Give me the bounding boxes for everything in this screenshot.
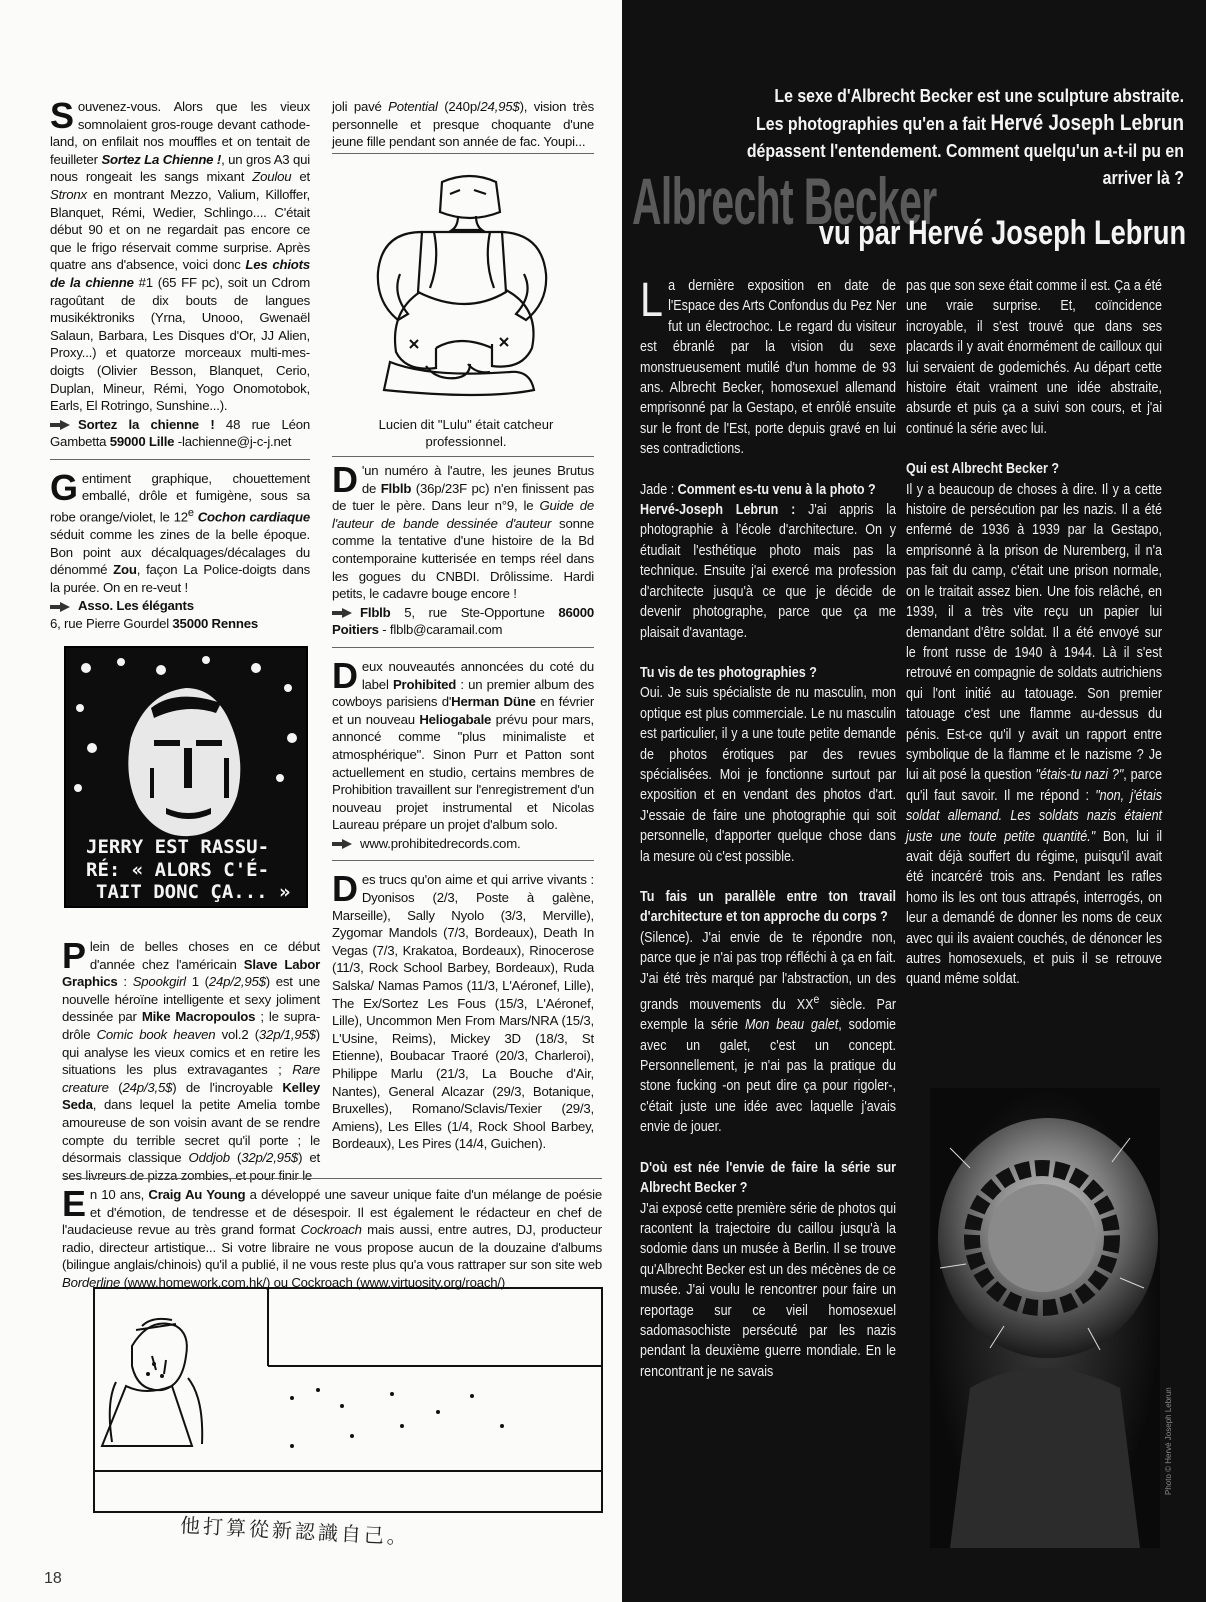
article-subtitle: vu par Hervé Joseph Lebrun bbox=[818, 214, 1186, 252]
divider bbox=[332, 647, 594, 648]
lulu-illustration bbox=[350, 162, 570, 412]
article-intro: Le sexe d'Albrecht Becker est une sculpture abstraite. Les photographies qu'en a fait Hervé Joseph Lebrun dépassent l'entendement. Comment quelqu'un a-t-il pu en arriver là ? bbox=[746, 85, 1184, 188]
paragraph: pas que son sexe était comme il est. Ça a été une vraie surprise. Et, coïncidence incroyable, il s'est trouvé que dans ses placards il y avait énormément de cailloux qui lui servaient de godemichés. Au départ cette histoire était vraiment une idée abstraite, absurde et puis ça a suivi son cours, et j'ai continué la série avec lui. bbox=[906, 278, 1163, 437]
drop-cap: G bbox=[50, 466, 78, 508]
interview-column-1 bbox=[640, 276, 896, 1402]
answer: J'ai exposé cette première série de photos qui racontent la trajectoire du caillou jusqu'à la sodomie dans un musée à Berlin. Il se trouve qu'Albrecht Becker est un des mécènes de ce musée. J'ai voulu le rencontrer pour faire un reportage sur ce vieil homosexuel sadomasochiste persécuté par les nazis pendant la deuxième guerre mondiale. En le rencontrant je ne savais bbox=[640, 1200, 897, 1380]
column-b bbox=[332, 98, 594, 157]
divider bbox=[332, 860, 594, 861]
lead-paragraph: La dernière exposition en date de l'Espace des Arts Confondus du Pez Ner fut un électrochoc. Le regard du visiteur est ébranlé par la vision du sexe monstrueusement mutilé d'un homme de 93 ans. Albrecht Becker, homosexuel allemand emprisonné par la Gestapo, et enrôlé ensuite sur le front de l'Est, porte depuis gravé en lui ses contradictions. bbox=[640, 274, 897, 458]
address: Flblb 5, rue Ste-Opportune 86000 Poitiers - flblb@caramail.com bbox=[332, 604, 594, 638]
jerry-caption-line3: TAIT DONC ÇA... » bbox=[96, 881, 291, 903]
answer: Oui. Je suis spécialiste de nu masculin, mon optique est plus commerciale. Le nu masculin est particulier, il y a une toute petite demande de photos érotiques par des revues spécialisées. Moi je fonctionne surtout par exposition et en vendant des photos d'art. J'essaie de faire une photographie qui soit personnelle, d'apporter quelque chose dans la mesure où c'est possible. bbox=[640, 685, 897, 865]
jerry-drawing bbox=[66, 648, 306, 906]
drop-cap: P bbox=[62, 935, 86, 976]
drop-cap: E bbox=[62, 1183, 86, 1224]
question: Qui est Albrecht Becker ? bbox=[906, 461, 1059, 478]
column-a-lower bbox=[62, 935, 321, 1190]
comic-strip bbox=[92, 1286, 604, 1516]
arrow-icon bbox=[50, 420, 72, 430]
article-cochon-cardiaque: Gentiment graphique, chouettement emballé, drôle et fumigène, sous sa robe orange/violet, le 12e Cochon cardiaque séduit comme les zines de la belle époque. Bon point aux décalquages/décalages du dénommé Zou, façon La Police-doigts dans la purée. On en re-veut ! Asso. Les élégants 6, rue Pierre Gourdel 35000 Rennes bbox=[50, 466, 310, 632]
drop-cap: D bbox=[332, 459, 358, 500]
article-craig-au-young: En 10 ans, Craig Au Young a développé une saveur unique faite d'un mélange de poésie et d'émotion, de tendresse et de désespoir. Il est également le rédacteur en chef de l'audacieuse revue au très grand format Cockroach mais aussi, entre autres, DJ, producteur radio, directeur artistique... Si votre libraire ne vous propose aucun de la douzaine d'albums (bilingue anglais/chinois) qu'il a publié, il ne vous reste plus qu'a vous rattraper sur son site web Borderline (www.homework.com.hk/) ou Cockroach (www.virtuosity.org/roach/) bbox=[62, 1183, 602, 1290]
lulu-caption: Lucien dit "Lulu" était catcheur professionnel. bbox=[378, 417, 554, 449]
address: Sortez la chienne ! 48 rue Léon Gambetta 59000 Lille -lachienne@j-c-j.net bbox=[50, 416, 310, 450]
comic-drawing bbox=[92, 1286, 604, 1516]
article-potential: joli pavé Potential (240p/24,95$), vision très personnelle et presque choquante d'une jeune fille pendant son année de fac. Youpi... bbox=[332, 99, 594, 150]
question: Tu fais un parallèle entre ton travail d'architecture et ton approche du corps ? bbox=[640, 888, 897, 926]
jerry-illustration bbox=[64, 646, 308, 908]
divider bbox=[50, 459, 310, 460]
question: D'où est née l'envie de faire la série sur Albrecht Becker ? bbox=[640, 1159, 897, 1197]
arrow-icon bbox=[50, 602, 72, 612]
column-a bbox=[50, 95, 311, 639]
article-sortez-la-chienne: Souvenez-vous. Alors que les vieux somnolaient gros-rouge devant cathode-land, on enfilait nos mouffles et on tentait de feuilleter Sortez La Chienne !, un gros A3 qui nous rongeait les sangs mixant Zoulou et Stronx en montrant Mezzo, Valium, Killoffer, Blanquet, Rémi, Wedier, Schlingo.... C'était début 90 et on ne regardait pas encore ce que le frigo réservait comme surprise. Après quatre ans d'absence, voici donc Les chiots de la chienne #1 (65 FF pc), soit un Cdrom ragoûtant de dix bouts de langues musikéktroniks (Yrna, Unooo, Gwenaël Salaun, Barbara, Les Disques d'Or, JJ Alien, Proxy...) et quatorze morceaux multi-mes-doigts (Olivier Besson, Blanquet, Cerio, Duplan, Mineur, Rémi, Yogo Onomotobok, Earls, El Rotringo, Sunshine...). Sortez la chienne ! 48 rue Léon Gambetta 59000 Lille -lachienne@j-c-j.net bbox=[50, 95, 311, 450]
lulu-drawing bbox=[350, 162, 570, 412]
photo-credit: Photo © Hervé Joseph Lebrun bbox=[1164, 1387, 1173, 1495]
jerry-caption-line1: JERRY EST RASSU- bbox=[86, 836, 270, 858]
article-slave-labor: Plein de belles choses en ce début d'année chez l'américain Slave Labor Graphics : Spookgirl 1 (24p/2,95$) est une nouvelle héroïne intelligente et sexy joliment dessinée par Mike Macropoulos ; le supra-drôle Comic book heaven vol.2 (32p/1,95$) qui analyse les vieux comics et en retire les situations les plus extravagantes ; Rare creature (24p/3,5$) de l'incroyable Kelley Seda, dans lequel la petite Amelia tombe amoureuse de son voisin avant de se rendre compte du terrible secret qu'il porte ; le désormais classique Oddjob (32p/2,95$) et ses livreurs de pizza zombies, et pour finir le bbox=[62, 935, 321, 1183]
column-b-lower bbox=[332, 459, 595, 1159]
address: Asso. Les élégants bbox=[50, 597, 310, 615]
divider bbox=[332, 153, 594, 154]
drop-cap: D bbox=[332, 654, 358, 696]
arrow-icon bbox=[332, 839, 354, 849]
answer: Hervé-Joseph Lebrun : J'ai appris la photographie à l'école d'architecture. On y étudiait l'esthétique photo mais pas la technique. Ensuite j'ai exercé ma profession d'architecte jusqu'à ce que je décide de devenir photographe, parce que ça me plaisait d'avantage. bbox=[640, 502, 897, 641]
divider bbox=[62, 1178, 602, 1179]
address: www.prohibitedrecords.com. bbox=[332, 835, 594, 853]
comic-caption: 他打算從新認識自己。 bbox=[179, 1513, 411, 1550]
photograph-image bbox=[930, 1088, 1160, 1548]
article-title: Albrecht Becker bbox=[632, 164, 937, 238]
address-line: 6, rue Pierre Gourdel 35000 Rennes bbox=[50, 616, 258, 632]
page-number: 18 bbox=[44, 1570, 62, 1587]
article-concerts: Des trucs qu'on aime et qui arrive vivants : Dyonisos (2/3, Poste à galène, Marseille), Sally Nyolo (3/3, Merville), Zygomar Mandols (7/3, Bordeaux), Death In Vegas (7/3, Krakatoa, Bordeaux), Rinocerose (11/3, Rock School Barbey, Bordeaux), Ruda Salska/ Namas Pamos (11/3, L'Aéronef, Lille), The Ex/Sortez Les Fous (15/3, L'Aéronef, Lille), Uncommon Men From Mars/NRA (15/3, L'Usine, Reims), Mickey 3D (18/3, St Etienne), Boubacar Traoré (20/3, Charleroi), Philippe Marlu (21/3, La Bouche d'Air, Nantes), General Alcazar (29/3, Botanique, Bruxelles), Romano/Sclavis/Texier (29/3, Amiens), Les Elles (1/4, Rock Shool Barbey, Bordeaux), Les Pires (14/4, Guichen). bbox=[332, 868, 594, 1152]
divider bbox=[332, 456, 594, 457]
question: Tu vis de tes photographies ? bbox=[640, 664, 817, 681]
drop-cap: S bbox=[50, 95, 74, 136]
jerry-caption-line2: RÉ: « ALORS C'É- bbox=[86, 859, 270, 881]
photograph bbox=[930, 1088, 1160, 1548]
drop-cap: L bbox=[640, 274, 663, 327]
article-prohibited: Deux nouveautés annoncées du coté du label Prohibited : un premier album des cowboys parisiens d'Herman Düne en février et un nouveau Heliogabale prévu pour mars, annoncé comme "plus minimaliste et atmosphérique". Sinon Purr et Patton sont actuellement en studio, certains membres de Prohibition travaillent sur l'enregistrement d'un nouveau projet instrumental et Nicolas Laureau prépare un projet d'album solo. www.prohibitedrecords.com. bbox=[332, 654, 595, 851]
drop-cap: D bbox=[332, 868, 358, 910]
article-flblb: D 'un numéro à l'autre, les jeunes Brutus de Flblb (36p/23F pc) n'en finissent pas de tuer le père. Dans leur n°9, le Guide de l'auteur de bande dessinée d'auteur sonne comme la tentative d'une histoire de la Bd contemporaine kutterisée en temps réel dans les gogues du CNBDI. Drôlissime. Hardi petits, le cadavre bouge encore ! Flblb 5, rue Ste-Opportune 86000 Poitiers - flblb@caramail.com bbox=[332, 459, 595, 638]
answer: Il y a beaucoup de choses à dire. Il y a cette histoire de persécution par les nazis. Il a été enfermé de 1936 à 1939 par la Gestapo, emprisonné à la prison de Nuremberg, il n'a pas fait du camp, c'était une prison normale, on le traitait assez bien. Une fois relâché, en 1939, il a très vite reçu un papier lui demandant d'être soldat. Il a été envoyé sur le front russe de 1940 à 1944. Là il s'est retrouvé en compagnie de soldats autrichiens qui l'ont initié au tatouage. Son premier tatouage c'est une flamme au-dessus du pénis. Est-ce qu'il y avait un rapport entre symbolique de la flamme et le nazisme ? Je lui ait posé la question "étais-tu nazi ?", parce qu'il faut savoir. Il me répond : "non, j'étais soldat allemand. Les soldats nazis étaient juste une toute petite quantité." Bon, lui il avait déjà souffert du régime, puisqu'il avait été incarcéré trois ans. Pendant les rafles homo ils les ont tous attrapés, interrogés, on leur a demandé de donner les noms de ceux avec qui ils avaient couchés, de dénoncer les autres homosexuels, et puis il se retrouve quand même soldat. bbox=[906, 481, 1163, 988]
arrow-icon bbox=[332, 608, 354, 618]
question: Jade : Comment es-tu venu à la photo ? bbox=[640, 481, 876, 498]
interview-column-2 bbox=[906, 276, 1162, 1010]
answer: (Silence). J'ai envie de te répondre non, parce que je n'ai pas trop réfléchi à ça en fait. J'ai été très marqué par l'abstraction, un des grands mouvements du XXe siècle. Par exemple la série Mon beau galet, sodomie avec un galet, c'est un concept. Personnellement, je n'ai pas la pratique du stone fucking -on peut dire ça pour rigoler-, c'était juste une idée avec laquelle j'avais envie de jouer. bbox=[640, 929, 897, 1136]
